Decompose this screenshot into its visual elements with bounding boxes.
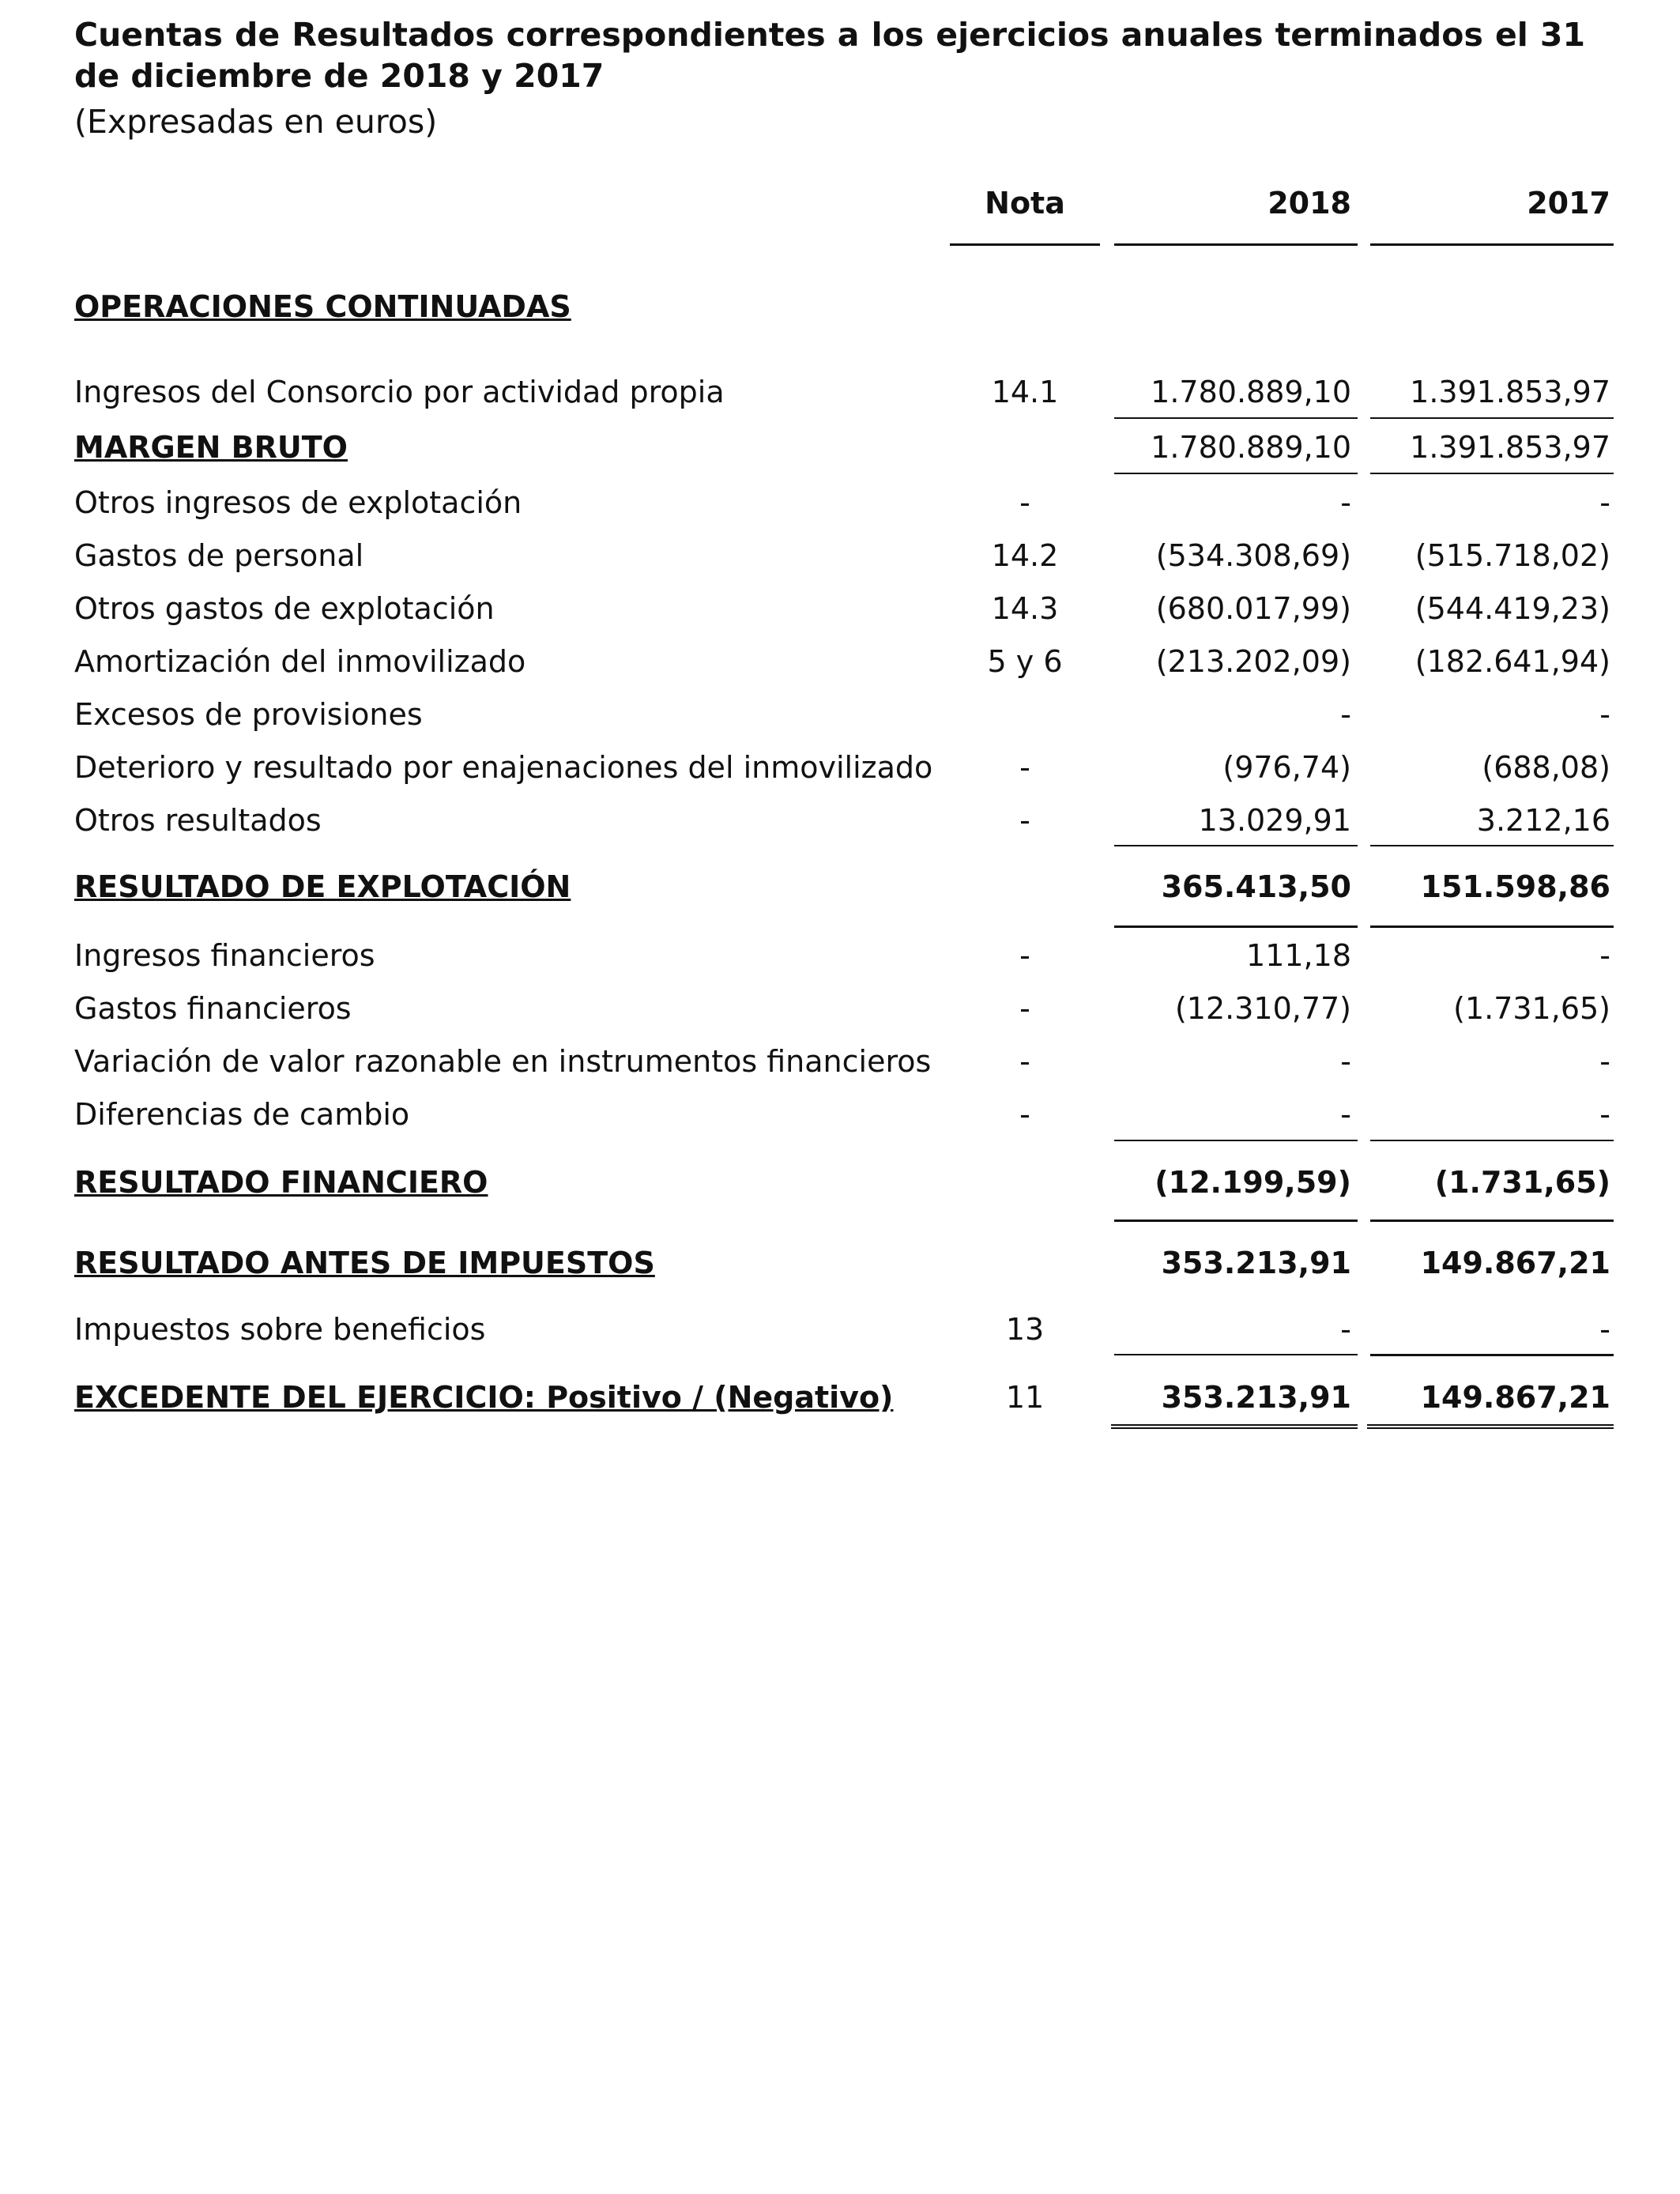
row-label: Excesos de provisiones — [74, 697, 423, 732]
row-label: Ingresos financieros — [74, 938, 375, 973]
table-row-excedente-ejercicio — [0, 1375, 1680, 1419]
rule-2018 — [1114, 1220, 1358, 1222]
rule-2017 — [1370, 417, 1614, 419]
row-note: 13 — [1005, 1312, 1045, 1347]
rule-2017 — [1370, 1354, 1614, 1356]
row-value-2018: (12.310,77) — [1174, 991, 1351, 1026]
row-value-2017: (1.731,65) — [1453, 991, 1610, 1026]
row-note: - — [1019, 803, 1030, 838]
rule-2017 — [1370, 845, 1614, 846]
row-value-2017: (182.641,94) — [1414, 644, 1610, 679]
row-label: Otros gastos de explotación — [74, 591, 495, 626]
rule-2018 — [1114, 1140, 1358, 1141]
row-value-2018: (680.017,99) — [1155, 591, 1351, 626]
row-value-2017: (544.419,23) — [1414, 591, 1610, 626]
table-row-margen-bruto — [0, 425, 1680, 469]
row-value-2018: 365.413,50 — [1161, 869, 1351, 904]
row-value-2018: (976,74) — [1222, 750, 1351, 785]
table-row-resultado-explotacion — [0, 865, 1680, 909]
header-rule-2017 — [1370, 243, 1614, 246]
rule-2017 — [1370, 1140, 1614, 1141]
table-row-amortizacion — [0, 639, 1680, 684]
row-value-2017: 149.867,21 — [1420, 1380, 1610, 1415]
row-label: RESULTADO DE EXPLOTACIÓN — [74, 869, 571, 904]
row-value-2018: - — [1340, 1097, 1351, 1132]
row-value-2018: 13.029,91 — [1198, 803, 1351, 838]
row-note: - — [1019, 1097, 1030, 1132]
row-value-2018: 353.213,91 — [1161, 1380, 1351, 1415]
rule-2018 — [1114, 845, 1358, 846]
table-row-excesos-provisiones — [0, 692, 1680, 737]
table-row-otros-gastos — [0, 586, 1680, 631]
table-row-ingresos-consorcio — [0, 370, 1680, 414]
row-label: Deterioro y resultado por enajenaciones del inmovilizado — [74, 750, 933, 785]
row-value-2018: - — [1340, 1044, 1351, 1079]
column-header-2017: 2017 — [1527, 186, 1610, 221]
row-value-2018: 1.780.889,10 — [1151, 430, 1351, 465]
rule-2018 — [1114, 1354, 1358, 1355]
row-note: - — [1019, 991, 1030, 1026]
row-label: Amortización del inmovilizado — [74, 644, 526, 679]
row-note: - — [1019, 485, 1030, 520]
row-note: 14.1 — [991, 375, 1059, 409]
row-value-2017: 1.391.853,97 — [1410, 375, 1610, 409]
row-value-2018: - — [1340, 1312, 1351, 1347]
row-note: 14.2 — [991, 538, 1059, 573]
header-rule-2018 — [1114, 243, 1358, 246]
table-row-impuestos-beneficios — [0, 1307, 1680, 1351]
row-label: EXCEDENTE DEL EJERCICIO: Positivo / (Negativo) — [74, 1380, 894, 1415]
row-label: RESULTADO FINANCIERO — [74, 1165, 488, 1200]
row-value-2017: - — [1599, 1312, 1610, 1347]
table-row-otros-resultados — [0, 798, 1680, 843]
row-label: MARGEN BRUTO — [74, 430, 348, 465]
row-value-2018: (534.308,69) — [1155, 538, 1351, 573]
rule-2018 — [1114, 417, 1358, 419]
column-header-2018: 2018 — [1268, 186, 1351, 221]
column-header-nota: Nota — [985, 186, 1065, 221]
row-label: Otros ingresos de explotación — [74, 485, 522, 520]
rule-2017 — [1370, 925, 1614, 928]
row-value-2018: 353.213,91 — [1161, 1246, 1351, 1280]
row-value-2017: (1.731,65) — [1434, 1165, 1610, 1200]
row-label: Variación de valor razonable en instrumentos financieros — [74, 1044, 932, 1079]
double-rule-2017 — [1367, 1424, 1614, 1429]
row-value-2017: - — [1599, 697, 1610, 732]
row-value-2018: - — [1340, 697, 1351, 732]
row-value-2017: 3.212,16 — [1476, 803, 1610, 838]
table-row-variacion-valor-razonable — [0, 1039, 1680, 1084]
row-label: Diferencias de cambio — [74, 1097, 410, 1132]
table-row-gastos-personal — [0, 533, 1680, 578]
table-row-resultado-antes-impuestos — [0, 1241, 1680, 1285]
row-value-2017: (515.718,02) — [1414, 538, 1610, 573]
double-rule-2018 — [1111, 1424, 1358, 1429]
statement-subtitle: (Expresadas en euros) — [74, 103, 438, 141]
table-row-resultado-financiero — [0, 1160, 1680, 1204]
section-heading: OPERACIONES CONTINUADAS — [74, 289, 571, 324]
row-note: - — [1019, 750, 1030, 785]
row-value-2017: - — [1599, 938, 1610, 973]
row-value-2017: - — [1599, 1044, 1610, 1079]
rule-2018 — [1114, 473, 1358, 474]
row-label: Impuestos sobre beneficios — [74, 1312, 486, 1347]
row-label: RESULTADO ANTES DE IMPUESTOS — [74, 1246, 655, 1280]
row-value-2018: (12.199,59) — [1155, 1165, 1351, 1200]
row-value-2018: 1.780.889,10 — [1151, 375, 1351, 409]
rule-2017 — [1370, 473, 1614, 474]
rule-2017 — [1370, 1220, 1614, 1222]
row-value-2017: (688,08) — [1482, 750, 1610, 785]
row-note: 5 y 6 — [987, 644, 1063, 679]
row-value-2017: - — [1599, 1097, 1610, 1132]
statement-title: Cuentas de Resultados correspondientes a los ejercicios anuales terminados el 31 de diciembre de 2018 y 2017 — [74, 16, 1585, 95]
row-label: Gastos financieros — [74, 991, 352, 1026]
row-note: 11 — [1005, 1380, 1045, 1415]
table-row-deterioro — [0, 745, 1680, 790]
table-row-ingresos-financieros — [0, 933, 1680, 978]
row-value-2017: 1.391.853,97 — [1410, 430, 1610, 465]
row-note: - — [1019, 1044, 1030, 1079]
table-row-diferencias-cambio — [0, 1092, 1680, 1137]
table-row-otros-ingresos — [0, 481, 1680, 525]
row-note: 14.3 — [991, 591, 1059, 626]
row-label: Ingresos del Consorcio por actividad propia — [74, 375, 725, 409]
row-value-2017: - — [1599, 485, 1610, 520]
row-value-2017: 151.598,86 — [1420, 869, 1610, 904]
table-row-gastos-financieros — [0, 986, 1680, 1031]
row-value-2018: - — [1340, 485, 1351, 520]
row-value-2017: 149.867,21 — [1420, 1246, 1610, 1280]
row-value-2018: (213.202,09) — [1155, 644, 1351, 679]
row-note: - — [1019, 938, 1030, 973]
row-label: Otros resultados — [74, 803, 322, 838]
rule-2018 — [1114, 925, 1358, 928]
row-label: Gastos de personal — [74, 538, 364, 573]
header-rule-nota — [950, 243, 1100, 246]
row-value-2018: 111,18 — [1246, 938, 1351, 973]
